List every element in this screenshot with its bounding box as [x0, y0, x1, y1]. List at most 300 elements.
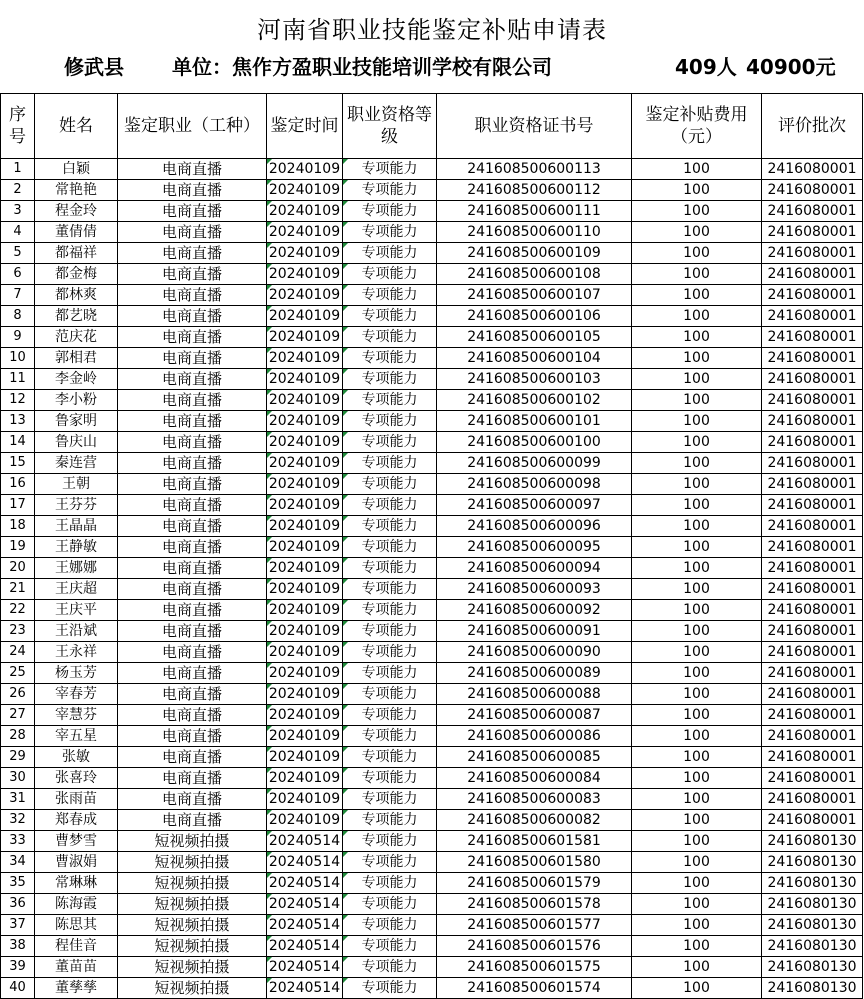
cell-seq: 23 [1, 621, 35, 642]
cell-name: 王晶晶 [35, 516, 118, 537]
cell-batch: 2416080001 [762, 348, 863, 369]
cell-level: 专项能力 [343, 306, 437, 327]
cell-name: 都林爽 [35, 285, 118, 306]
cell-date: 20240109 [267, 243, 343, 264]
cell-date: 20240109 [267, 348, 343, 369]
cell-batch: 2416080130 [762, 957, 863, 978]
cell-seq: 18 [1, 516, 35, 537]
cell-level: 专项能力 [343, 264, 437, 285]
cell-batch: 2416080001 [762, 789, 863, 810]
cell-seq: 26 [1, 684, 35, 705]
cell-name: 程金玲 [35, 201, 118, 222]
cell-fee: 100 [632, 285, 762, 306]
cell-date: 20240109 [267, 453, 343, 474]
cell-fee: 100 [632, 600, 762, 621]
cell-date: 20240109 [267, 600, 343, 621]
cell-name: 郑春成 [35, 810, 118, 831]
cell-seq: 36 [1, 894, 35, 915]
cell-seq: 34 [1, 852, 35, 873]
cell-fee: 100 [632, 789, 762, 810]
cell-seq: 31 [1, 789, 35, 810]
cell-job: 电商直播 [118, 453, 267, 474]
table-row [1, 348, 863, 369]
cell-batch: 2416080001 [762, 537, 863, 558]
cell-batch: 2416080001 [762, 495, 863, 516]
cell-name: 王庆平 [35, 600, 118, 621]
cell-seq: 5 [1, 243, 35, 264]
cell-job: 电商直播 [118, 264, 267, 285]
cell-seq: 11 [1, 369, 35, 390]
cell-batch: 2416080130 [762, 936, 863, 957]
cell-cert: 241608500601576 [437, 936, 632, 957]
cell-cert: 241608500600102 [437, 390, 632, 411]
cell-batch: 2416080001 [762, 621, 863, 642]
cell-job: 电商直播 [118, 222, 267, 243]
table-row [1, 621, 863, 642]
cell-name: 曹梦雪 [35, 831, 118, 852]
cell-fee: 100 [632, 978, 762, 999]
cell-job: 电商直播 [118, 558, 267, 579]
table-row [1, 810, 863, 831]
cell-level: 专项能力 [343, 348, 437, 369]
cell-fee: 100 [632, 537, 762, 558]
cell-date: 20240109 [267, 684, 343, 705]
cell-cert: 241608500600106 [437, 306, 632, 327]
cell-seq: 27 [1, 705, 35, 726]
table-row [1, 894, 863, 915]
cell-seq: 40 [1, 978, 35, 999]
cell-batch: 2416080001 [762, 663, 863, 684]
cell-level: 专项能力 [343, 831, 437, 852]
cell-seq: 35 [1, 873, 35, 894]
cell-fee: 100 [632, 726, 762, 747]
table-body [1, 159, 863, 999]
cell-fee: 100 [632, 516, 762, 537]
total-amount: 40900元 [746, 55, 836, 79]
cell-level: 专项能力 [343, 558, 437, 579]
cell-fee: 100 [632, 411, 762, 432]
cell-fee: 100 [632, 684, 762, 705]
cell-level: 专项能力 [343, 873, 437, 894]
cell-level: 专项能力 [343, 495, 437, 516]
table-row [1, 579, 863, 600]
cell-seq: 37 [1, 915, 35, 936]
table-row [1, 201, 863, 222]
cell-cert: 241608500601578 [437, 894, 632, 915]
cell-job: 电商直播 [118, 726, 267, 747]
cell-name: 王静敏 [35, 537, 118, 558]
cell-cert: 241608500600113 [437, 159, 632, 180]
table-row [1, 432, 863, 453]
cell-job: 电商直播 [118, 579, 267, 600]
cell-seq: 20 [1, 558, 35, 579]
cell-date: 20240514 [267, 957, 343, 978]
cell-level: 专项能力 [343, 936, 437, 957]
cell-name: 王永祥 [35, 642, 118, 663]
cell-seq: 7 [1, 285, 35, 306]
cell-seq: 6 [1, 264, 35, 285]
cell-name: 李小粉 [35, 390, 118, 411]
cell-date: 20240109 [267, 705, 343, 726]
table-row [1, 453, 863, 474]
cell-date: 20240109 [267, 222, 343, 243]
cell-cert: 241608500600094 [437, 558, 632, 579]
cell-job: 电商直播 [118, 306, 267, 327]
cell-level: 专项能力 [343, 915, 437, 936]
cell-cert: 241608500600109 [437, 243, 632, 264]
cell-batch: 2416080001 [762, 684, 863, 705]
cell-job: 电商直播 [118, 432, 267, 453]
cell-seq: 17 [1, 495, 35, 516]
cell-date: 20240109 [267, 621, 343, 642]
cell-seq: 2 [1, 180, 35, 201]
cell-name: 曹淑娟 [35, 852, 118, 873]
cell-date: 20240514 [267, 831, 343, 852]
cell-name: 李金岭 [35, 369, 118, 390]
cell-fee: 100 [632, 495, 762, 516]
cell-seq: 39 [1, 957, 35, 978]
cell-job: 电商直播 [118, 768, 267, 789]
cell-name: 都福祥 [35, 243, 118, 264]
header-cert: 职业资格证书号 [437, 94, 632, 159]
cell-name: 常艳艳 [35, 180, 118, 201]
cell-batch: 2416080001 [762, 516, 863, 537]
table-row [1, 516, 863, 537]
cell-level: 专项能力 [343, 243, 437, 264]
cell-name: 王芬芬 [35, 495, 118, 516]
cell-level: 专项能力 [343, 957, 437, 978]
cell-date: 20240109 [267, 663, 343, 684]
cell-cert: 241608500601580 [437, 852, 632, 873]
cell-date: 20240109 [267, 789, 343, 810]
cell-batch: 2416080001 [762, 390, 863, 411]
cell-seq: 24 [1, 642, 35, 663]
cell-batch: 2416080001 [762, 201, 863, 222]
cell-name: 王庆超 [35, 579, 118, 600]
table-row [1, 285, 863, 306]
cell-name: 都艺晓 [35, 306, 118, 327]
cell-fee: 100 [632, 579, 762, 600]
cell-job: 电商直播 [118, 600, 267, 621]
cell-date: 20240109 [267, 747, 343, 768]
county-label: 修武县 [64, 55, 124, 79]
cell-fee: 100 [632, 957, 762, 978]
cell-name: 张敏 [35, 747, 118, 768]
cell-job: 电商直播 [118, 684, 267, 705]
table-row [1, 558, 863, 579]
cell-cert: 241608500600101 [437, 411, 632, 432]
cell-job: 电商直播 [118, 390, 267, 411]
cell-batch: 2416080001 [762, 810, 863, 831]
cell-batch: 2416080001 [762, 705, 863, 726]
cell-batch: 2416080001 [762, 432, 863, 453]
cell-date: 20240109 [267, 558, 343, 579]
cell-batch: 2416080130 [762, 978, 863, 999]
cell-job: 短视频拍摄 [118, 957, 267, 978]
cell-date: 20240514 [267, 978, 343, 999]
cell-fee: 100 [632, 663, 762, 684]
cell-seq: 29 [1, 747, 35, 768]
cell-cert: 241608500600110 [437, 222, 632, 243]
cell-date: 20240514 [267, 894, 343, 915]
cell-name: 鲁家明 [35, 411, 118, 432]
cell-date: 20240109 [267, 474, 343, 495]
table-row [1, 789, 863, 810]
cell-job: 短视频拍摄 [118, 873, 267, 894]
cell-level: 专项能力 [343, 516, 437, 537]
cell-job: 电商直播 [118, 495, 267, 516]
cell-fee: 100 [632, 747, 762, 768]
cell-name: 董苗苗 [35, 957, 118, 978]
cell-job: 电商直播 [118, 201, 267, 222]
table-row [1, 747, 863, 768]
cell-job: 电商直播 [118, 474, 267, 495]
cell-seq: 16 [1, 474, 35, 495]
cell-name: 宰五星 [35, 726, 118, 747]
table-row [1, 495, 863, 516]
cell-date: 20240109 [267, 159, 343, 180]
table-row [1, 390, 863, 411]
table-row [1, 684, 863, 705]
cell-name: 白颖 [35, 159, 118, 180]
cell-cert: 241608500600086 [437, 726, 632, 747]
table-row [1, 663, 863, 684]
cell-fee: 100 [632, 642, 762, 663]
cell-date: 20240109 [267, 390, 343, 411]
table-row [1, 873, 863, 894]
cell-fee: 100 [632, 243, 762, 264]
cell-cert: 241608500600089 [437, 663, 632, 684]
cell-batch: 2416080001 [762, 285, 863, 306]
cell-level: 专项能力 [343, 726, 437, 747]
cell-cert: 241608500601575 [437, 957, 632, 978]
cell-job: 电商直播 [118, 621, 267, 642]
cell-cert: 241608500601579 [437, 873, 632, 894]
cell-level: 专项能力 [343, 852, 437, 873]
cell-batch: 2416080001 [762, 264, 863, 285]
cell-seq: 13 [1, 411, 35, 432]
cell-fee: 100 [632, 390, 762, 411]
cell-seq: 38 [1, 936, 35, 957]
cell-cert: 241608500600088 [437, 684, 632, 705]
cell-seq: 30 [1, 768, 35, 789]
cell-cert: 241608500600099 [437, 453, 632, 474]
cell-date: 20240109 [267, 369, 343, 390]
cell-job: 电商直播 [118, 789, 267, 810]
cell-job: 短视频拍摄 [118, 915, 267, 936]
cell-fee: 100 [632, 453, 762, 474]
table-row [1, 369, 863, 390]
cell-date: 20240514 [267, 873, 343, 894]
cell-seq: 12 [1, 390, 35, 411]
cell-level: 专项能力 [343, 222, 437, 243]
cell-level: 专项能力 [343, 684, 437, 705]
cell-cert: 241608500600090 [437, 642, 632, 663]
cell-date: 20240109 [267, 642, 343, 663]
cell-job: 电商直播 [118, 663, 267, 684]
cell-job: 短视频拍摄 [118, 936, 267, 957]
cell-cert: 241608500600083 [437, 789, 632, 810]
cell-cert: 241608500600112 [437, 180, 632, 201]
cell-fee: 100 [632, 180, 762, 201]
cell-job: 电商直播 [118, 327, 267, 348]
cell-batch: 2416080001 [762, 600, 863, 621]
cell-name: 都金梅 [35, 264, 118, 285]
cell-batch: 2416080130 [762, 894, 863, 915]
cell-fee: 100 [632, 222, 762, 243]
cell-date: 20240109 [267, 201, 343, 222]
cell-batch: 2416080001 [762, 579, 863, 600]
table-row [1, 264, 863, 285]
cell-cert: 241608500600097 [437, 495, 632, 516]
cell-name: 常琳琳 [35, 873, 118, 894]
cell-job: 电商直播 [118, 747, 267, 768]
cell-job: 电商直播 [118, 348, 267, 369]
table-row [1, 180, 863, 201]
cell-name: 秦连营 [35, 453, 118, 474]
cell-batch: 2416080001 [762, 306, 863, 327]
cell-batch: 2416080130 [762, 873, 863, 894]
cell-seq: 10 [1, 348, 35, 369]
header-level: 职业资格等级 [343, 94, 437, 159]
cell-cert: 241608500600092 [437, 600, 632, 621]
cell-seq: 14 [1, 432, 35, 453]
cell-date: 20240109 [267, 495, 343, 516]
cell-fee: 100 [632, 831, 762, 852]
table-row [1, 411, 863, 432]
cell-date: 20240109 [267, 306, 343, 327]
cell-level: 专项能力 [343, 642, 437, 663]
cell-level: 专项能力 [343, 705, 437, 726]
cell-level: 专项能力 [343, 894, 437, 915]
cell-job: 电商直播 [118, 411, 267, 432]
table-row [1, 327, 863, 348]
table-row [1, 537, 863, 558]
cell-fee: 100 [632, 264, 762, 285]
cell-level: 专项能力 [343, 285, 437, 306]
cell-date: 20240109 [267, 537, 343, 558]
cell-job: 短视频拍摄 [118, 831, 267, 852]
cell-level: 专项能力 [343, 474, 437, 495]
cell-fee: 100 [632, 705, 762, 726]
cell-name: 张喜玲 [35, 768, 118, 789]
cell-job: 短视频拍摄 [118, 978, 267, 999]
cell-seq: 4 [1, 222, 35, 243]
cell-seq: 28 [1, 726, 35, 747]
cell-fee: 100 [632, 621, 762, 642]
cell-job: 电商直播 [118, 285, 267, 306]
header-batch: 评价批次 [762, 94, 863, 159]
cell-name: 董孳孳 [35, 978, 118, 999]
cell-level: 专项能力 [343, 390, 437, 411]
cell-name: 范庆花 [35, 327, 118, 348]
cell-name: 程佳音 [35, 936, 118, 957]
cell-level: 专项能力 [343, 663, 437, 684]
table-row [1, 957, 863, 978]
cell-level: 专项能力 [343, 411, 437, 432]
cell-cert: 241608500600105 [437, 327, 632, 348]
cell-batch: 2416080001 [762, 222, 863, 243]
cell-batch: 2416080130 [762, 915, 863, 936]
cell-name: 宰慧芬 [35, 705, 118, 726]
header-fee: 鉴定补贴费用（元） [632, 94, 762, 159]
cell-level: 专项能力 [343, 327, 437, 348]
cell-name: 宰春芳 [35, 684, 118, 705]
cell-job: 电商直播 [118, 159, 267, 180]
cell-cert: 241608500600103 [437, 369, 632, 390]
cell-batch: 2416080001 [762, 747, 863, 768]
subtitle-line [0, 50, 864, 84]
cell-batch: 2416080001 [762, 642, 863, 663]
cell-job: 电商直播 [118, 810, 267, 831]
cell-level: 专项能力 [343, 621, 437, 642]
cell-seq: 22 [1, 600, 35, 621]
cell-batch: 2416080001 [762, 726, 863, 747]
cell-fee: 100 [632, 852, 762, 873]
cell-name: 张雨苗 [35, 789, 118, 810]
cell-seq: 15 [1, 453, 35, 474]
cell-fee: 100 [632, 327, 762, 348]
cell-date: 20240514 [267, 936, 343, 957]
cell-level: 专项能力 [343, 453, 437, 474]
cell-batch: 2416080001 [762, 180, 863, 201]
cell-fee: 100 [632, 474, 762, 495]
cell-level: 专项能力 [343, 768, 437, 789]
cell-cert: 241608500600091 [437, 621, 632, 642]
table-row [1, 600, 863, 621]
cell-cert: 241608500600098 [437, 474, 632, 495]
cell-name: 王娜娜 [35, 558, 118, 579]
cell-job: 电商直播 [118, 243, 267, 264]
header-date: 鉴定时间 [267, 94, 343, 159]
cell-seq: 3 [1, 201, 35, 222]
cell-name: 董倩倩 [35, 222, 118, 243]
table-row [1, 474, 863, 495]
cell-seq: 21 [1, 579, 35, 600]
table-row [1, 852, 863, 873]
cell-fee: 100 [632, 159, 762, 180]
cell-name: 郭相君 [35, 348, 118, 369]
table-row [1, 726, 863, 747]
cell-batch: 2416080001 [762, 243, 863, 264]
cell-cert: 241608500600104 [437, 348, 632, 369]
cell-cert: 241608500600096 [437, 516, 632, 537]
cell-level: 专项能力 [343, 579, 437, 600]
cell-name: 王朝 [35, 474, 118, 495]
table-row [1, 768, 863, 789]
header-seq: 序号 [1, 94, 35, 159]
cell-seq: 25 [1, 663, 35, 684]
cell-cert: 241608500601577 [437, 915, 632, 936]
cell-job: 电商直播 [118, 516, 267, 537]
cell-date: 20240109 [267, 285, 343, 306]
cell-name: 杨玉芳 [35, 663, 118, 684]
people-count: 409人 [675, 55, 737, 79]
cell-job: 短视频拍摄 [118, 894, 267, 915]
header-name: 姓名 [35, 94, 118, 159]
cell-fee: 100 [632, 558, 762, 579]
table-row [1, 222, 863, 243]
cell-job: 电商直播 [118, 369, 267, 390]
cell-name: 鲁庆山 [35, 432, 118, 453]
cell-date: 20240109 [267, 810, 343, 831]
cell-cert: 241608500600087 [437, 705, 632, 726]
cell-level: 专项能力 [343, 432, 437, 453]
cell-batch: 2416080001 [762, 369, 863, 390]
header-job: 鉴定职业（工种） [118, 94, 267, 159]
cell-name: 王沿斌 [35, 621, 118, 642]
cell-date: 20240109 [267, 579, 343, 600]
